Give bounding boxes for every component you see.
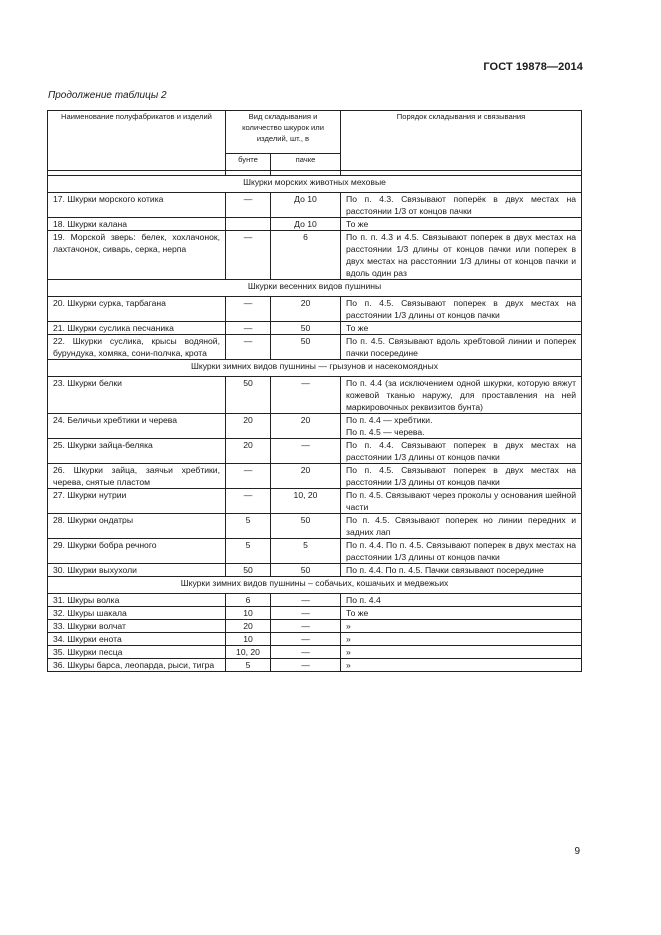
cell-packing-order: По п. 4.4 — [341, 594, 582, 607]
header-pack: пачке — [271, 154, 341, 171]
cell-product-name: 20. Шкурки сурка, тарбагана — [48, 297, 226, 322]
cell-bunch-count: 5 — [226, 539, 271, 564]
cell-bunch-count: 20 — [226, 414, 271, 439]
cell-bunch-count: 10 — [226, 607, 271, 620]
table-row — [48, 322, 582, 335]
cell-product-name: 36. Шкуры барса, леопарда, рыси, тигра — [48, 659, 226, 672]
cell-packing-order: По п. 4.4 — хребтики. По п. 4.5 — черева. — [341, 414, 582, 439]
cell-bunch-count: — — [226, 489, 271, 514]
table-continuation-label: Продолжение таблицы 2 — [48, 90, 167, 101]
cell-bunch-count: 50 — [226, 377, 271, 414]
cell-pack-count: 5 — [271, 539, 341, 564]
cell-product-name: 33. Шкурки волчат — [48, 620, 226, 633]
cell-product-name: 29. Шкурки бобра речного — [48, 539, 226, 564]
header-name: Наименование полуфабрикатов и изделий — [48, 111, 226, 171]
cell-pack-count: 20 — [271, 297, 341, 322]
cell-packing-order: По п. 4.4. По п. 4.5. Пачки связывают посередине — [341, 564, 582, 577]
cell-bunch-count: 6 — [226, 594, 271, 607]
table-row — [48, 659, 582, 672]
table-row — [48, 646, 582, 659]
cell-packing-order: » — [341, 646, 582, 659]
cell-bunch-count: — — [226, 297, 271, 322]
cell-bunch-count: — — [226, 193, 271, 218]
cell-packing-order: То же — [341, 218, 582, 231]
cell-product-name: 18. Шкурки калана — [48, 218, 226, 231]
table-row — [48, 439, 582, 464]
cell-pack-count: — — [271, 594, 341, 607]
cell-pack-count: До 10 — [271, 218, 341, 231]
table-row — [48, 620, 582, 633]
table-row — [48, 594, 582, 607]
table-row — [48, 514, 582, 539]
cell-packing-order: По п. 4.5. Связывают поперек в двух местах на расстоянии 1/3 длины от концов пачки — [341, 297, 582, 322]
cell-pack-count: — — [271, 659, 341, 672]
cell-pack-count: 10, 20 — [271, 489, 341, 514]
header-order: Порядок складывания и связывания — [341, 111, 582, 171]
cell-bunch-count: 10 — [226, 633, 271, 646]
cell-product-name: 32. Шкуры шакала — [48, 607, 226, 620]
cell-product-name: 26. Шкурки зайца, заячьи хребтики, черева, снятые пластом — [48, 464, 226, 489]
cell-bunch-count: 5 — [226, 659, 271, 672]
cell-product-name: 21. Шкурки суслика песчаника — [48, 322, 226, 335]
cell-product-name: 28. Шкурки ондатры — [48, 514, 226, 539]
table-row — [48, 193, 582, 218]
standard-code: ГОСТ 19878—2014 — [483, 61, 583, 73]
cell-packing-order: То же — [341, 607, 582, 620]
section-title: Шкурки зимних видов пушнины – собачьих, кошачьих и медвежьих — [48, 577, 582, 594]
table-row — [48, 414, 582, 439]
cell-pack-count: 50 — [271, 564, 341, 577]
cell-packing-order: По п. 4.5. Связывают поперек в двух местах на расстоянии 1/3 длины от концов пачки — [341, 464, 582, 489]
cell-bunch-count: 5 — [226, 514, 271, 539]
cell-product-name: 27. Шкурки нутрии — [48, 489, 226, 514]
table-row — [48, 218, 582, 231]
section-row — [48, 360, 582, 377]
cell-pack-count: 20 — [271, 464, 341, 489]
cell-bunch-count: 50 — [226, 564, 271, 577]
cell-product-name: 22. Шкурки суслика, крысы водяной, бурундука, хомяка, сони-полчка, крота — [48, 335, 226, 360]
cell-packing-order: По п. 4.5. Связывают вдоль хребтовой линии и поперек пачки посередине — [341, 335, 582, 360]
cell-bunch-count: 10, 20 — [226, 646, 271, 659]
cell-packing-order: По п. 4.4. Связывают поперек в двух местах на расстоянии 1/3 длины от концов пачки — [341, 439, 582, 464]
cell-product-name: 23. Шкурки белки — [48, 377, 226, 414]
table-row — [48, 489, 582, 514]
cell-pack-count: 20 — [271, 414, 341, 439]
cell-pack-count: 6 — [271, 231, 341, 280]
table-row — [48, 607, 582, 620]
packing-table — [47, 110, 582, 672]
table-row — [48, 231, 582, 280]
cell-bunch-count — [226, 218, 271, 231]
table-row — [48, 335, 582, 360]
cell-pack-count: До 10 — [271, 193, 341, 218]
cell-packing-order: По п. 4.3. Связывают поперёк в двух местах на расстоянии 1/3 от концов пачки — [341, 193, 582, 218]
cell-pack-count: 50 — [271, 322, 341, 335]
cell-pack-count: — — [271, 620, 341, 633]
section-row — [48, 280, 582, 297]
cell-bunch-count: 20 — [226, 439, 271, 464]
cell-product-name: 19. Морской зверь: белек, хохлачонок, лахтачонок, сиварь, серка, нерпа — [48, 231, 226, 280]
cell-product-name: 24. Беличьи хребтики и черева — [48, 414, 226, 439]
table-row — [48, 564, 582, 577]
cell-product-name: 35. Шкурки песца — [48, 646, 226, 659]
table-row — [48, 633, 582, 646]
cell-pack-count: 50 — [271, 514, 341, 539]
cell-bunch-count: 20 — [226, 620, 271, 633]
table-row — [48, 464, 582, 489]
cell-pack-count: — — [271, 607, 341, 620]
table-row — [48, 297, 582, 322]
section-row — [48, 577, 582, 594]
cell-pack-count: — — [271, 377, 341, 414]
cell-product-name: 34. Шкурки енота — [48, 633, 226, 646]
cell-packing-order: По п. п. 4.3 и 4.5. Связывают поперек в двух местах на расстоянии 1/3 длины от концов пачки или поперек в двух местах на расстоянии 1/3 длины от концов пачки и вдоль один раз — [341, 231, 582, 280]
cell-packing-order: По п. 4.4 (за исключением одной шкурки, которую вяжут кожевой тканью наружу, для проставления на ней маркировочных реквизитов бунта) — [341, 377, 582, 414]
cell-packing-order: По п. 4.5. Связывают поперек но линии передних и задних лап — [341, 514, 582, 539]
cell-bunch-count: — — [226, 335, 271, 360]
cell-bunch-count: — — [226, 464, 271, 489]
cell-bunch-count: — — [226, 231, 271, 280]
cell-packing-order: » — [341, 633, 582, 646]
cell-packing-order: То же — [341, 322, 582, 335]
cell-pack-count: — — [271, 646, 341, 659]
cell-packing-order: » — [341, 620, 582, 633]
cell-pack-count: — — [271, 633, 341, 646]
table-row — [48, 539, 582, 564]
cell-pack-count: — — [271, 439, 341, 464]
section-row — [48, 176, 582, 193]
cell-packing-order: По п. 4.5. Связывают через проколы у основания шейной части — [341, 489, 582, 514]
header-group: Вид складывания и количество шкурок или изделий, шт., в — [226, 111, 341, 154]
cell-packing-order: » — [341, 659, 582, 672]
table-body — [48, 176, 582, 672]
cell-product-name: 25. Шкурки зайца-беляка — [48, 439, 226, 464]
page-number: 9 — [574, 846, 580, 857]
cell-product-name: 17. Шкурки морского котика — [48, 193, 226, 218]
cell-product-name: 30. Шкурки выхухоли — [48, 564, 226, 577]
cell-bunch-count: — — [226, 322, 271, 335]
cell-pack-count: 50 — [271, 335, 341, 360]
cell-product-name: 31. Шкуры волка — [48, 594, 226, 607]
section-title: Шкурки морских животных меховые — [48, 176, 582, 193]
header-bunch: бунте — [226, 154, 271, 171]
table-row — [48, 377, 582, 414]
cell-packing-order: По п. 4.4. По п. 4.5. Связывают поперек в двух местах на расстоянии 1/3 длины от концов пачки — [341, 539, 582, 564]
section-title: Шкурки зимних видов пушнины — грызунов и насекомоядных — [48, 360, 582, 377]
section-title: Шкурки весенних видов пушнины — [48, 280, 582, 297]
